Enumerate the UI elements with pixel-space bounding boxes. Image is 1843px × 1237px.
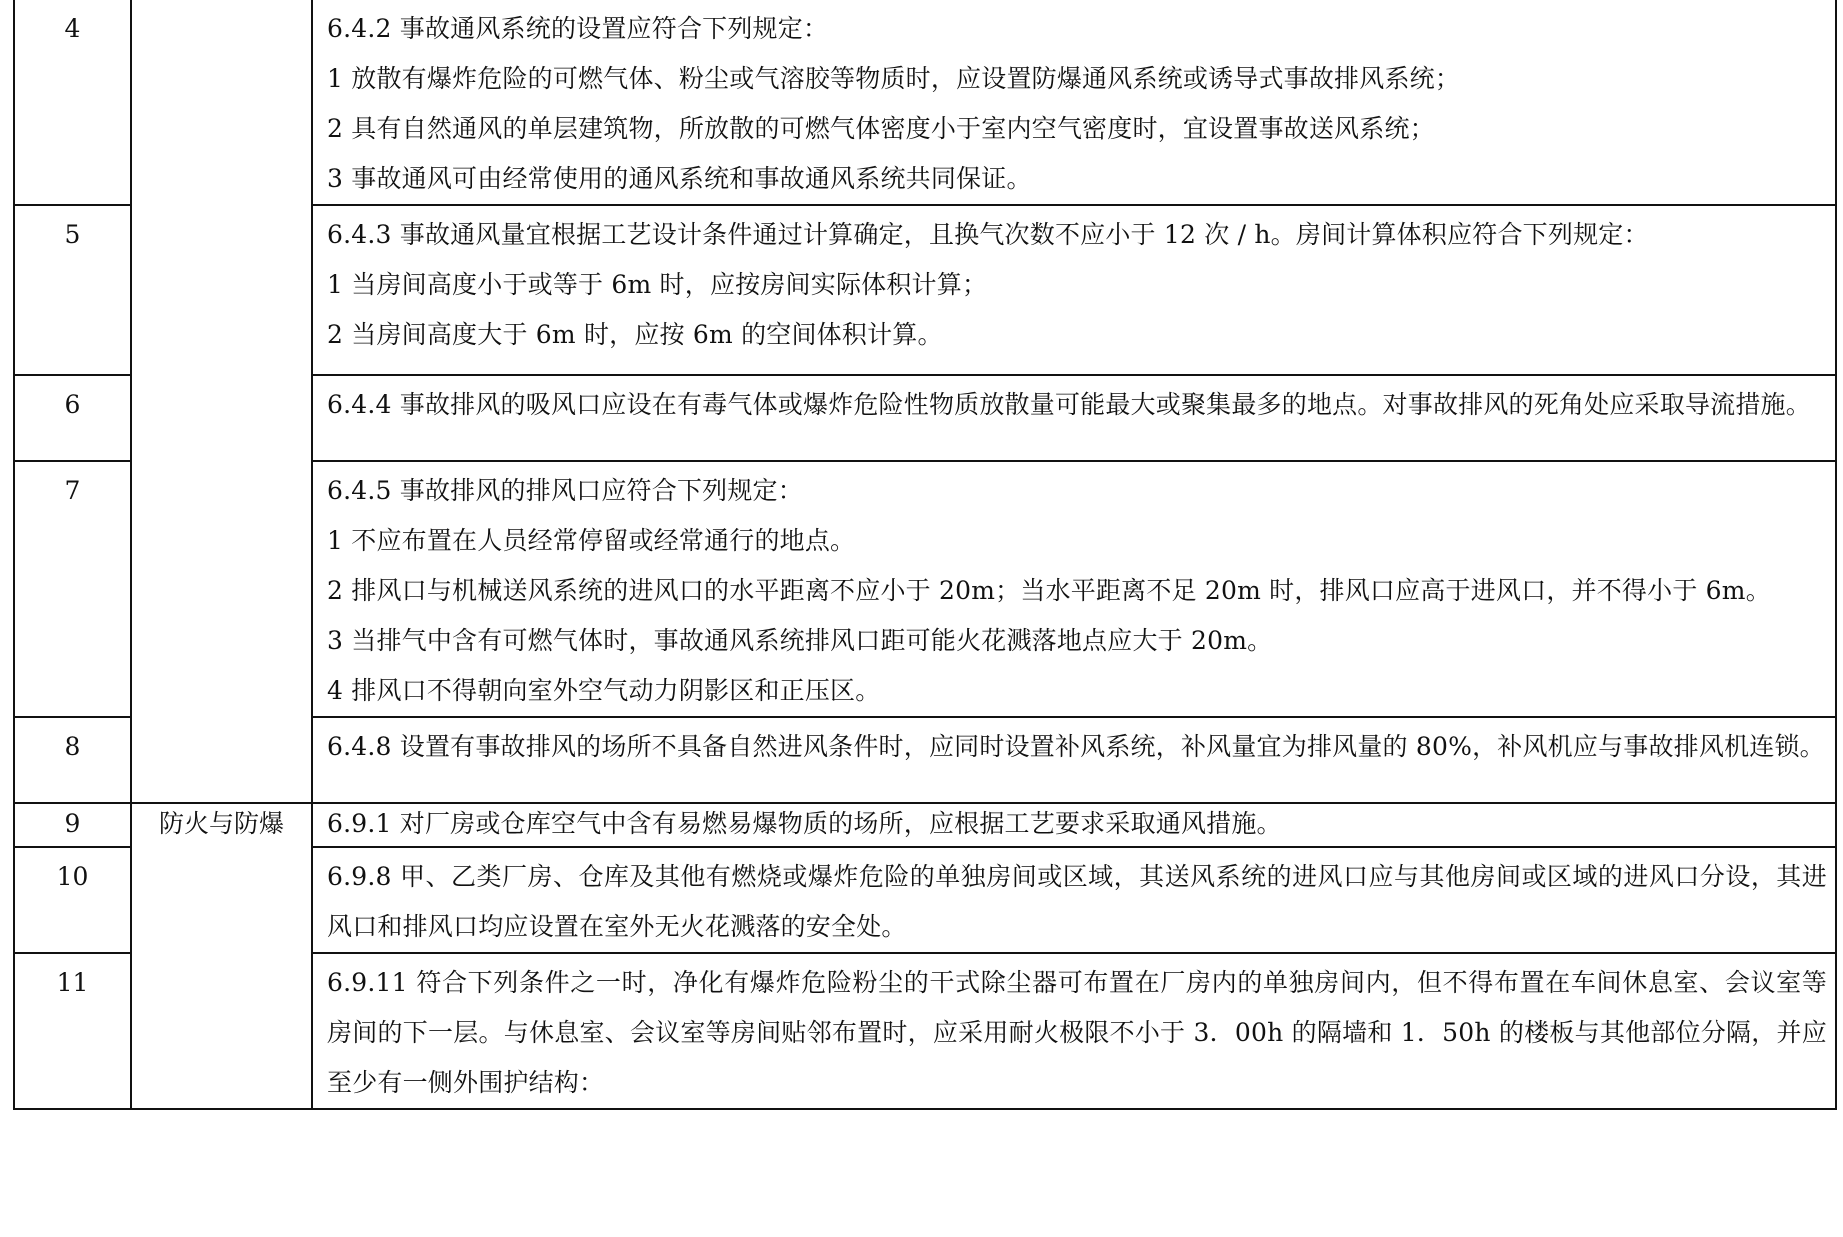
row-number: 8 xyxy=(14,717,131,803)
clause-line: 1 当房间高度小于或等于 6m 时，应按房间实际体积计算； xyxy=(327,270,988,299)
clause-text xyxy=(312,461,1836,717)
category-cell xyxy=(131,803,312,1109)
clause-line: 6.4.5 事故排风的排风口应符合下列规定： xyxy=(327,476,803,505)
clause-line: 3 当排气中含有可燃气体时，事故通风系统排风口距可能火花溅落地点应大于 20m。 xyxy=(327,626,1273,655)
row-number: 10 xyxy=(14,847,131,953)
category-cell-empty xyxy=(131,0,312,803)
clause-text xyxy=(312,717,1836,803)
clause-line: 6.4.4 事故排风的吸风口应设在有毒气体或爆炸危险性物质放散量可能最大或聚集最多的地点。对事故排风的死角处应采取导流措施。 xyxy=(327,390,1811,419)
category-label: 防火与防爆 xyxy=(158,809,284,838)
clause-line: 2 排风口与机械送风系统的进风口的水平距离不应小于 20m；当水平距离不足 20m 时，排风口应高于进风口，并不得小于 6m。 xyxy=(327,576,1771,605)
clause-line: 1 放散有爆炸危险的可燃气体、粉尘或气溶胶等物质时，应设置防爆通风系统或诱导式事故排风系统； xyxy=(327,64,1461,93)
clause-line: 3 事故通风可由经常使用的通风系统和事故通风系统共同保证。 xyxy=(327,164,1032,193)
clause-text xyxy=(312,953,1836,1109)
row-number: 7 xyxy=(14,461,131,717)
row-number: 9 xyxy=(14,803,131,847)
row-number: 4 xyxy=(14,0,131,205)
clause-line: 1 不应布置在人员经常停留或经常通行的地点。 xyxy=(327,526,856,555)
clause-line: 6.4.8 设置有事故排风的场所不具备自然进风条件时，应同时设置补风系统，补风量宜为排风量的 80%，补风机应与事故排风机连锁。 xyxy=(327,732,1825,761)
clause-text xyxy=(312,847,1836,953)
row-number: 6 xyxy=(14,375,131,461)
clause-text xyxy=(312,375,1836,461)
clause-line: 6.9.11 符合下列条件之一时，净化有爆炸危险粉尘的干式除尘器可布置在厂房内的单独房间内，但不得布置在车间休息室、会议室等房间的下一层。与休息室、会议室等房间贴邻布置时，应采用耐火极限不小于 3．00h 的隔墙和 1．50h 的楼板与其他部位分隔，并应至少有一侧外围护结构： xyxy=(327,968,1827,1097)
row-number: 11 xyxy=(14,953,131,1109)
clause-line: 6.4.2 事故通风系统的设置应符合下列规定： xyxy=(327,14,829,43)
clause-line: 6.9.8 甲、乙类厂房、仓库及其他有燃烧或爆炸危险的单独房间或区域，其送风系统的进风口应与其他房间或区域的进风口分设，其进风口和排风口均应设置在室外无火花溅落的安全处。 xyxy=(327,862,1827,941)
clause-line: 4 排风口不得朝向室外空气动力阴影区和正压区。 xyxy=(327,676,881,705)
clause-line: 2 具有自然通风的单层建筑物，所放散的可燃气体密度小于室内空气密度时，宜设置事故送风系统； xyxy=(327,114,1435,143)
clause-line: 6.9.1 对厂房或仓库空气中含有易燃易爆物质的场所，应根据工艺要求采取通风措施。 xyxy=(327,809,1282,838)
table-row xyxy=(14,0,1836,205)
table-row xyxy=(14,803,1836,847)
clause-line: 6.4.3 事故通风量宜根据工艺设计条件通过计算确定，且换气次数不应小于 12 次 / h。房间计算体积应符合下列规定： xyxy=(327,220,1649,249)
regulation-table xyxy=(13,0,1837,1110)
clause-text xyxy=(312,0,1836,205)
clause-text xyxy=(312,803,1836,847)
row-number: 5 xyxy=(14,205,131,375)
clause-line: 2 当房间高度大于 6m 时，应按 6m 的空间体积计算。 xyxy=(327,320,943,349)
clause-text xyxy=(312,205,1836,375)
